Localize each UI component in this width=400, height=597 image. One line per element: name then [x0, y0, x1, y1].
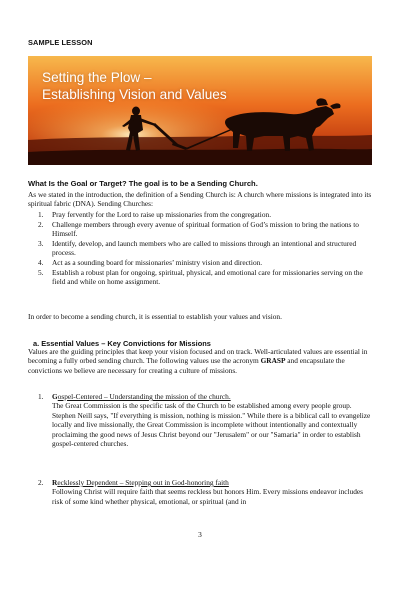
list-item — [28, 258, 374, 267]
list-item — [28, 268, 374, 287]
list-item-number: 2. — [38, 219, 44, 229]
banner-title-line-1: Setting the Plow – — [42, 70, 152, 85]
grasp-item-title — [52, 392, 231, 401]
grasp-title-rest: ospel-Centered – Understanding the mission of the church. — [57, 392, 231, 401]
list-item-text: Identify, develop, and launch members who are called to missions through an intentional and structured process. — [52, 238, 357, 258]
list-item-number: 3. — [38, 238, 44, 248]
banner-title-line-2: Establishing Vision and Values — [42, 86, 227, 102]
page-number: 3 — [198, 530, 202, 539]
goal-heading: What Is the Goal or Target? The goal is to be a Sending Church. — [28, 179, 258, 188]
list-item-text: Challenge members through every avenue of spiritual formation of God’s mission to bring the nations to Himself. — [52, 219, 359, 239]
grasp-item-number: 1. — [38, 392, 44, 401]
grasp-letter: G — [52, 392, 58, 401]
list-item — [28, 220, 374, 239]
values-vision-statement: In order to become a sending church, it is essential to establish your values and vision. — [28, 312, 282, 321]
list-item — [28, 210, 374, 219]
grasp-item-body: The Great Commission is the specific task of the Church to be established among every people group. Stephen Neill says, "If everything is mission, nothing is mission." While there is a biblical call to evangelize locally and live missionally, the Great Commission is incomplete without intentionally and contextually proclaiming the good news of Jesus Christ beyond our "Jerusalem" or our "Samaria" in order to establish gospel-centered churches. — [52, 401, 371, 449]
list-item-number: 5. — [38, 267, 44, 277]
list-item-number: 1. — [38, 210, 44, 219]
essential-values-heading: a. Essential Values – Key Convictions for Missions — [33, 339, 211, 348]
sending-church-list — [28, 210, 374, 287]
list-item-number: 4. — [38, 257, 44, 267]
grasp-item-title — [52, 478, 229, 487]
sample-lesson-label: SAMPLE LESSON — [28, 38, 93, 47]
essential-values-paragraph — [28, 347, 374, 375]
grasp-item-body: Following Christ will require faith that seems reckless but honors Him. Every missions endeavor includes risk of some kind whether physical, emotional, or spiritual (and in — [52, 487, 364, 506]
values-text-before: Values are the guiding principles that keep your vision focused and on track. Well-articulated values are essential in becoming a fully orbed sending church. The following values use the acronym — [28, 347, 368, 366]
list-item — [28, 239, 374, 258]
list-item-text: Establish a robust plan for ongoing, spiritual, physical, and emotional care for missionaries serving on the field and while on home assignment. — [52, 267, 363, 287]
grasp-letter: R — [52, 478, 58, 487]
list-item-text: Pray fervently for the Lord to raise up missionaries from the congregation. — [52, 210, 272, 219]
values-text-after: and encapsulate the convictions we believe are necessary for creating a culture of missions. — [28, 356, 345, 375]
sending-church-intro: As we stated in the introduction, the definition of a Sending Church is: A church where missions is integrated into its spiritual fabric (DNA). Sending Churches: — [28, 190, 372, 209]
lesson-banner — [28, 56, 372, 165]
grasp-title-rest: ecklessly Dependent – Stepping out in God-honoring faith — [57, 478, 229, 487]
banner-title — [42, 70, 227, 103]
grasp-item-number: 2. — [38, 478, 44, 487]
grasp-acronym: GRASP — [260, 356, 286, 366]
list-item-text: Act as a sounding board for missionaries’ ministry vision and direction. — [52, 257, 263, 267]
